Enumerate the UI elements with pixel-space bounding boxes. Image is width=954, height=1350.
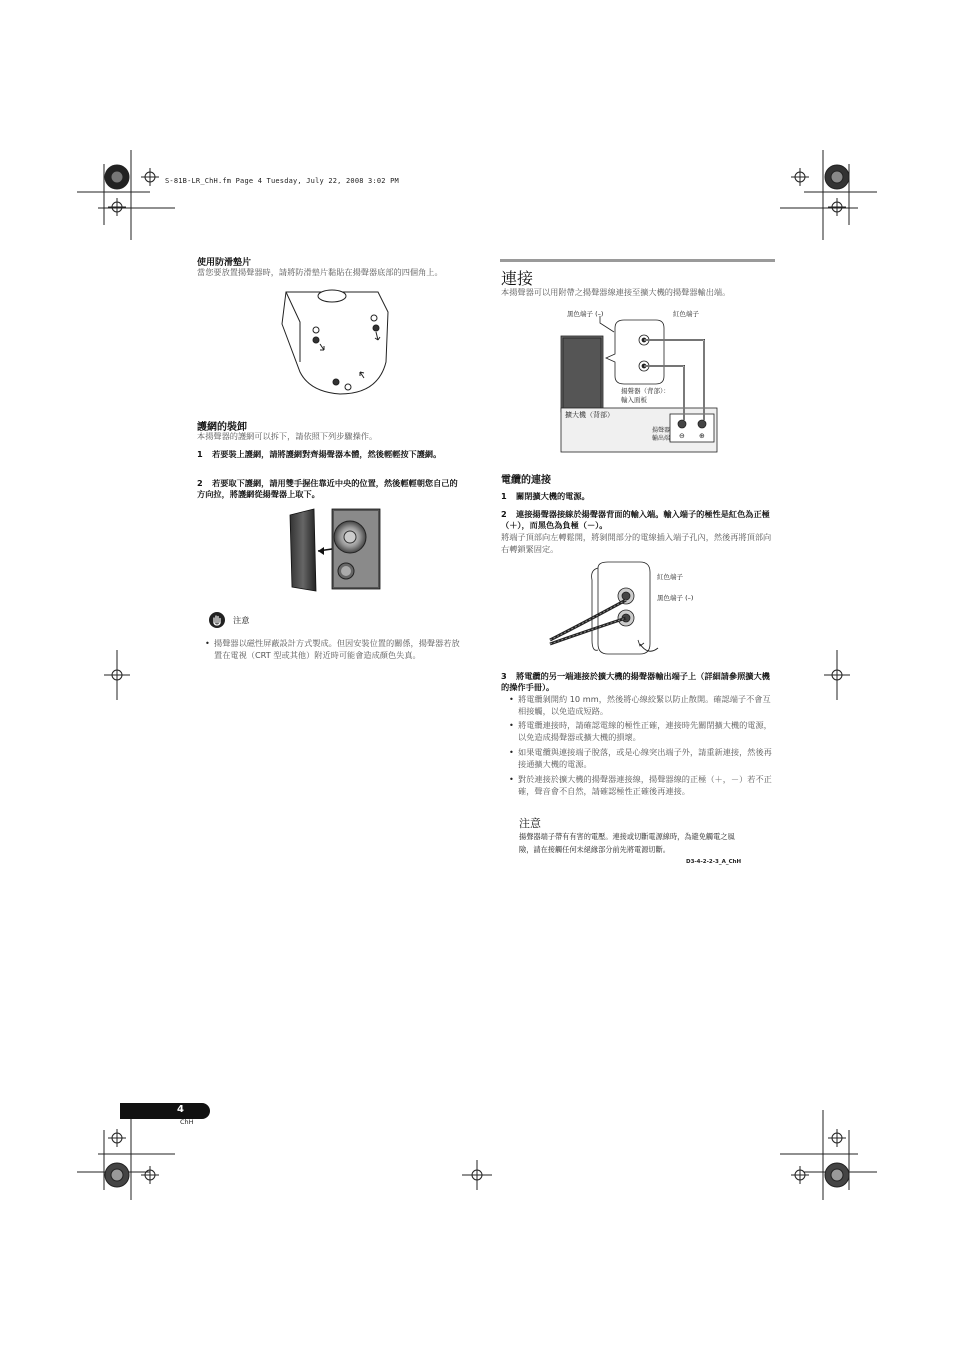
page-language: ChH	[180, 1118, 194, 1126]
page-number-tab	[120, 1103, 210, 1119]
cable-step1: 關閉擴大機的電源。	[516, 491, 590, 501]
file-info: S-81B-LR_ChH.fm Page 4 Tuesday, July 22, 2008 3:02 PM	[165, 177, 399, 185]
grille-step2: 若要取下護網，請用雙手握住靠近中央的位置，然後輕輕朝您自己的方向拉，將護網從揚聲器上取下。	[197, 478, 458, 499]
warning-title: 注意	[519, 817, 541, 830]
diagram1-red-terminal-label: 紅色端子	[673, 310, 699, 318]
caution-label: 注意	[233, 615, 250, 625]
diagram1-black-terminal-label: 黑色端子 (–)	[567, 310, 604, 318]
step3-bullet: • 將電纜連接時，請確認電線的極性正確，連接時先關閉擴大機的電源，以免造成揚聲器或擴大機的損壞。	[518, 719, 774, 743]
svg-text:⊖: ⊖	[679, 432, 685, 440]
pads-title: 使用防滑墊片	[197, 258, 252, 268]
step3-bullet: • 將電纜剝開約 10 mm，然後將心線絞緊以防止散開。確認端子不會互相接觸，以免造成短路。	[518, 693, 774, 717]
pads-text: 當您要放置揚聲器時，請將防滑墊片黏貼在揚聲器底部的四個角上。	[197, 267, 443, 277]
caution-hand-icon	[209, 612, 225, 628]
speaker-bottom-illustration	[280, 282, 390, 398]
page-number: 4	[177, 1104, 184, 1115]
diagram1-amp-back-label: 擴大機（背部）	[565, 411, 614, 419]
step3-text: 將電纜的另一端連接於擴大機的揚聲器輸出端子上（詳細請參照擴大機的操作手冊）。	[501, 671, 770, 692]
cable-title: 電纜的連接	[501, 475, 551, 486]
diagram1-input-panel-label: 輸入面板	[621, 396, 647, 404]
cable-step2: 連接揚聲器接線於揚聲器背面的輸入端。輸入端子的極性是紅色為正極（＋），而黑色為負極（－）。	[501, 509, 770, 530]
grille-step1-number: 1	[197, 449, 203, 459]
diagram1-output-label: 輸出端	[652, 435, 671, 442]
caution-bullet: • 揚聲器以磁性屏蔽設計方式製成。但因安裝位置的關係，揚聲器若放置在電視（CRT 型或其他）附近時可能會造成顏色失真。	[214, 637, 466, 661]
grille-step1: 若要裝上護網，請將護網對齊揚聲器本體，然後輕輕按下護網。	[212, 449, 442, 459]
grille-step2-number: 2	[197, 478, 203, 488]
cable-terminal-diagram	[548, 560, 658, 666]
diagram1-speaker-out-label: 揚聲器	[652, 427, 671, 434]
step3-bullet: • 如果電纜與連接端子脫落，或是心線突出端子外，請重新連接，然後再接通擴大機的電源。	[518, 746, 774, 770]
diagram2-red-terminal-label: 紅色端子	[657, 573, 683, 581]
section-rule	[500, 259, 775, 262]
connection-title: 連接	[501, 269, 534, 288]
connection-intro: 本揚聲器可以用附帶之揚聲器線連接至擴大機的揚聲器輸出端。	[501, 287, 731, 297]
step3-bullet: • 對於連接於擴大機的揚聲器連接線，揚聲器線的正極（＋，－）若不正確，聲音會不自然，請確認極性正確後再連接。	[518, 773, 774, 797]
warning-text: 揚聲器端子帶有有害的電壓。連接或切斷電源線時，為避免觸電之風險，請在接觸任何未絕緣部分前先將電源切斷。	[519, 832, 735, 854]
grille-title: 護網的裝卸	[197, 422, 247, 433]
cable-step2-note: 將端子頂部向左轉鬆開，將剝開部分的電線插入端子孔內，然後再將頂部向右轉鎖緊固定。	[501, 532, 772, 554]
diagram1-speaker-back-label: 揚聲器（背部）：	[621, 387, 670, 395]
grille-removal-illustration	[288, 507, 384, 593]
cable-step2-number: 2	[501, 509, 507, 519]
step3-number: 3	[501, 671, 507, 681]
connection-diagram	[560, 310, 720, 454]
cable-step1-number: 1	[501, 491, 507, 501]
diagram2-black-terminal-label: 黑色端子 (–)	[657, 594, 694, 602]
warning-code: D3-4-2-2-3_A_ChH	[686, 859, 742, 865]
grille-text: 本揚聲器的護網可以拆下，請依照下列步驟操作。	[197, 431, 378, 441]
svg-text:⊕: ⊕	[699, 432, 705, 440]
